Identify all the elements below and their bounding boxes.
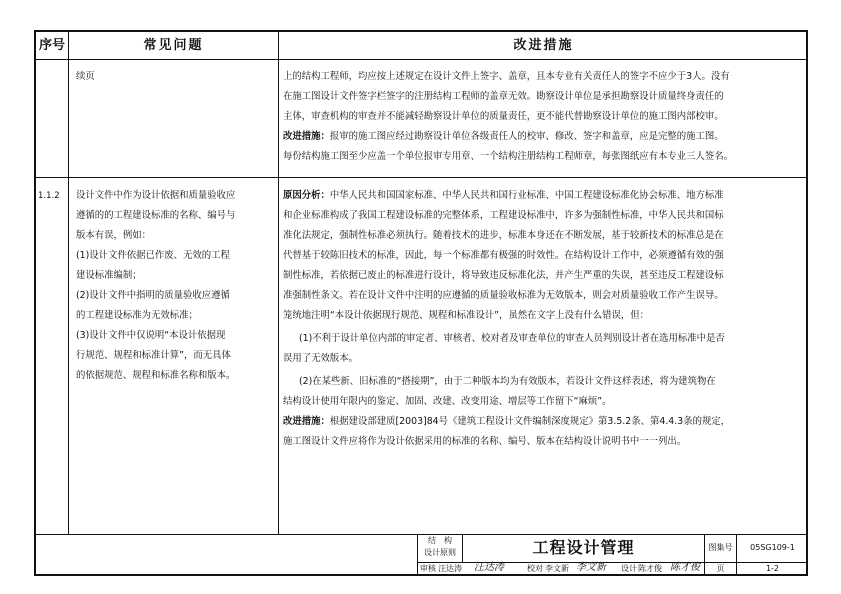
row2-no: 1.1.2 [38, 191, 60, 201]
header-rule [36, 59, 806, 60]
row2-cause-line: 准化法规定，强制性标准必须执行。随着技术的进步，标准本身还在不断发展，基于较新技术的标准总是在 [283, 230, 724, 241]
tb-page-label: 页 [716, 564, 725, 573]
drawing-sheet [34, 30, 808, 576]
row2-problem-line: (3)设计文件中仅说明“本设计依据现 [76, 330, 226, 341]
header-no: 序号 [38, 38, 65, 53]
tb-checker: 李文新 [545, 564, 569, 573]
tb-review-label: 审核 [420, 564, 436, 573]
row2-cause-line: 制性标准，若依据已废止的标准进行设计，将导致违反标准化法，并产生严重的失误，甚至违反工程建设标 [283, 270, 724, 281]
row2-measure-label: 改进措施： [283, 416, 330, 427]
row2-measure-text: 根据建设部建质[2003]84号《建筑工程设计文件编制深度规定》第3.5.2条、第4.4.3条的规定， [329, 416, 731, 427]
tb-checker-signature: 李文新 [576, 562, 606, 573]
row2-problem-line: (2)设计文件中指明的质量验收应遵循 [76, 290, 230, 301]
row2-measure-line: 施工图设计文件应将作为设计依据采用的标准的名称、编号、版本在结构设计说明书中一一列出。 [283, 436, 687, 447]
row1-measure-line: 每份结构施工图至少应盖一个单位报审专用章、一个结构注册结构工程师章，每张图纸应有本专业三人签名。 [283, 151, 734, 162]
row1-text-line: 在施工图设计文件签字栏签字的注册结构工程师的盖章无效。勘察设计单位是承担勘察设计质量终身责任的 [283, 91, 724, 102]
row2-problem-line: 设计文件中作为设计依据和质量验收应 [76, 190, 236, 201]
tb-reviewer-signature: 汪达涛 [474, 562, 504, 573]
row-divider [36, 177, 806, 178]
row2-problem-line: 版本有误，例如： [76, 230, 152, 241]
tb-reviewer: 汪达涛 [438, 564, 462, 573]
tb-title: 工程设计管理 [532, 538, 635, 557]
row2-cause-line: 和企业标准构成了我国工程建设标准的完整体系，工程建设标准中，许多为强制性标准，中华人民共和国标 [283, 210, 724, 221]
tb-page-no: 1-2 [765, 564, 780, 573]
row2-cause-line [283, 186, 724, 206]
row2-problem-line: 的依据规范、规程和标准名称和版本。 [76, 370, 236, 381]
row2-cause-line: 笼统地注明“本设计依据现行规范、规程和标准设计”，虽然在文字上没有什么错误，但： [283, 310, 649, 321]
row2-cause-text: 中华人民共和国国家标准、中华人民共和国行业标准、中国工程建设标准化协会标准、地方标准 [329, 190, 724, 201]
row2-problem-line: 遵循的的工程建设标准的名称、编号与 [76, 210, 236, 221]
tb-designer-signature: 陈才俊 [670, 562, 700, 573]
row1-text-line: 主体，审查机构的审查并不能减轻勘察设计单位的质量责任，更不能代替勘察设计单位的施工图内部校审。 [283, 111, 724, 122]
col-divider-no [68, 32, 69, 534]
row2-item2-line: (2)在某些新、旧标准的“搭接期”，由于二种版本均为有效版本，若设计文件这样表述，将为建筑物在 [299, 376, 716, 387]
row1-problem: 续页 [76, 71, 95, 82]
row2-problem-line: 建设标准编制； [76, 270, 142, 281]
tb-check-label: 校对 [527, 564, 543, 573]
row1-measure-line [283, 127, 724, 147]
row2-item1-line: 误用了无效版本。 [283, 353, 359, 364]
header-problem: 常见问题 [143, 38, 204, 53]
tb-atlas-label: 图集号 [708, 543, 733, 552]
tb-category-line1: 结 构 [428, 536, 452, 545]
tb-design-label: 设计 [621, 564, 637, 573]
tb-category-line2: 设计原则 [424, 548, 456, 557]
row1-text-line: 上的结构工程师，均应按上述规定在设计文件上签字、盖章，且本专业有关责任人的签字不应少于3人。没有 [283, 71, 730, 82]
row2-problem-line: 行规范、规程和标准计算”，而无具体 [76, 350, 231, 361]
tb-designer: 陈才俊 [638, 564, 662, 573]
col-divider-problem [278, 32, 279, 534]
row2-cause-line: 准强制性条文。若在设计文件中注明的应遵循的质量验收标准为无效版本，则会对质量验收工作产生误导。 [283, 290, 724, 301]
row2-cause-line: 代替基于较陈旧技术的标准，因此，每一个标准都有极强的时效性。在结构设计工作中，必须遵循有效的强 [283, 250, 724, 261]
row2-item2-line: 结构设计使用年限内的鉴定、加固、改建、改变用途、增层等工作留下“麻烦”。 [283, 396, 612, 407]
row1-measure-text: 报审的施工图应经过勘察设计单位各级责任人的校审、修改、签字和盖章，应是完整的施工图。 [329, 131, 724, 142]
row2-measure-line [283, 412, 730, 432]
row2-item1-line: (1)不利于设计单位内部的审定者、审核者、校对者及审查单位的审查人员判别设计者在选用标准中是否 [299, 333, 725, 344]
tb-atlas-no: 05SG109-1 [750, 543, 795, 552]
row2-cause-label: 原因分析： [283, 190, 330, 201]
row2-problem-line: (1)设计文件依据已作废、无效的工程 [76, 250, 230, 261]
header-measure: 改进措施 [513, 38, 574, 53]
row2-problem-line: 的工程建设标准为无效标准； [76, 310, 198, 321]
row1-measure-label: 改进措施： [283, 131, 330, 142]
